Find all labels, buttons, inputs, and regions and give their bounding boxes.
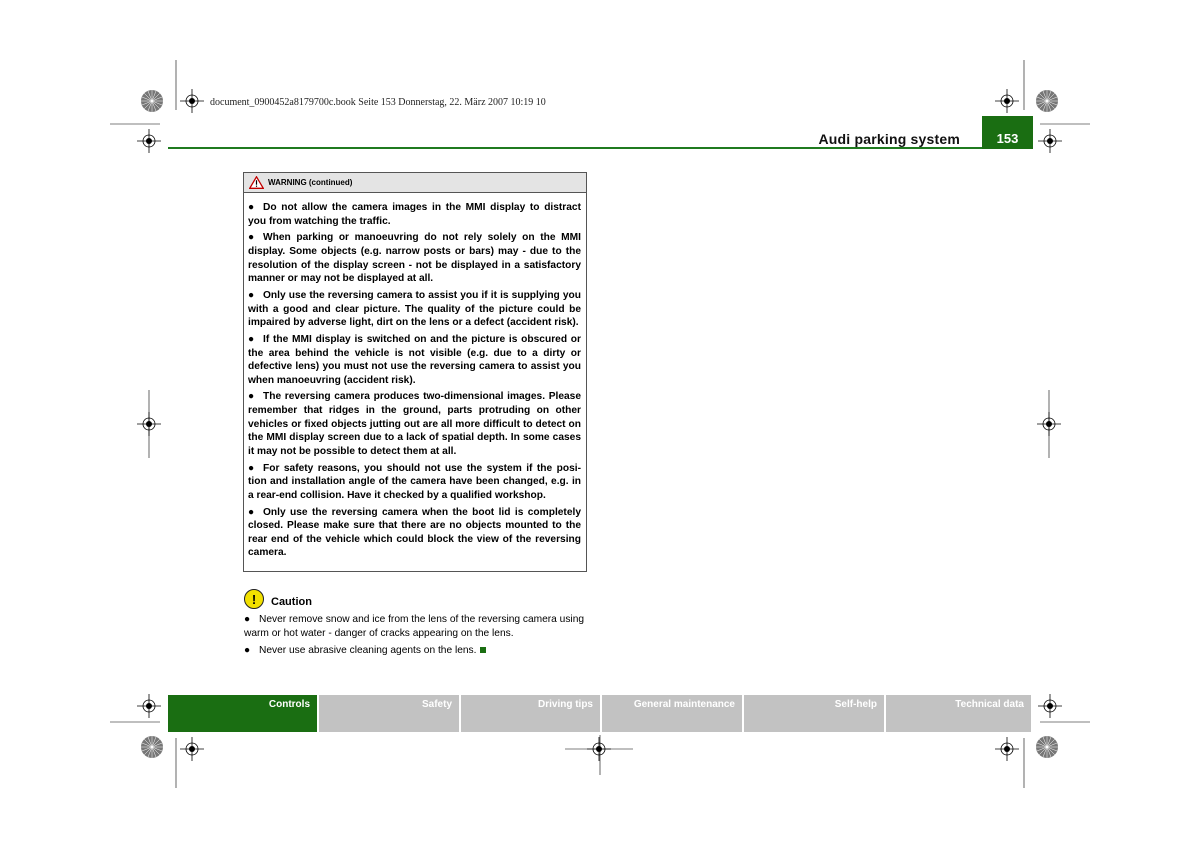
warning-item: ● If the MMI display is switched on and the picture is obscured or the area behind the vehicle is not visible (e.g. due to a dirty or defective lens) you must not use the reversing camera to assist you when manoeuvring (accident risk). [248, 333, 581, 386]
tab-controls[interactable]: Controls [168, 695, 317, 732]
chapter-tabs [168, 695, 1031, 732]
caution-title: Caution [271, 596, 312, 608]
warning-item: ● When parking or manoeuvring do not rely solely on the MMI display. Some objects (e.g. narrow posts or bars) may - due to the resolution of the display screen - not be displayed in a satisfactory manner or may not be displayed at all. [248, 232, 581, 285]
caution-exclamation-icon: ! [244, 589, 264, 609]
warning-label: WARNING (continued) [268, 178, 353, 187]
tab-technical-data[interactable]: Technical data [886, 695, 1031, 732]
caution-item: ● Never remove snow and ice from the lens of the reversing camera using warm or hot water - danger of cracks appearing on the lens. [244, 614, 585, 639]
print-job-line: document_0900452a8179700c.book Seite 153 Donnerstag, 22. März 2007 10:19 10 [210, 97, 546, 108]
tab-driving-tips[interactable]: Driving tips [461, 695, 600, 732]
warning-box [243, 172, 587, 572]
section-title: Audi parking system [818, 131, 960, 147]
warning-item: ● For safety reasons, you should not use the system if the posi-tion and installation angle of the camera have been changed, e.g. in a rear-end collision. Have it checked by a qualified workshop. [248, 462, 581, 501]
header-rule [168, 147, 1033, 149]
bullet-icon: ● [244, 644, 251, 656]
bullet-icon: ● [244, 614, 251, 625]
bullet-icon: ● [248, 289, 255, 301]
warning-item: ● Do not allow the camera images in the MMI display to distract you from watching the traffic. [248, 202, 581, 227]
warning-item: ● The reversing camera produces two-dimensional images. Please remember that ridges in the ground, parts protruding on other vehicles or fixed objects jutting out are all more difficult to detect on the MMI display screen due to a lack of spatial depth. In some cases it may not be possible to detect them at all. [248, 391, 581, 457]
warning-item: ● Only use the reversing camera when the boot lid is completely closed. Please make sure that there are no objects mounted to the rear end of the vehicle which could block the view of the reversing camera. [248, 506, 581, 559]
bullet-icon: ● [248, 506, 255, 518]
bullet-icon: ● [248, 462, 255, 474]
warning-header [244, 173, 586, 193]
bullet-icon: ● [248, 391, 255, 403]
bullet-icon: ● [248, 202, 255, 213]
section-end-marker-icon [480, 647, 486, 653]
caution-body [244, 613, 588, 661]
page-number-box [982, 116, 1033, 149]
warning-triangle-icon [249, 176, 264, 189]
bullet-icon: ● [248, 333, 255, 345]
warning-item: ● Only use the reversing camera to assist you if it is supplying you with a good and clear picture. The quality of the picture could be impaired by adverse light, dirt on the lens or a defect (accident risk). [248, 289, 581, 329]
page-number: 153 [996, 131, 1019, 146]
caution-item: ● Never use abrasive cleaning agents on the lens. [244, 644, 588, 658]
warning-body [244, 193, 586, 560]
tab-self-help[interactable]: Self-help [744, 695, 884, 732]
tab-general-maintenance[interactable]: General maintenance [602, 695, 742, 732]
tab-safety[interactable]: Safety [319, 695, 459, 732]
bullet-icon: ● [248, 232, 255, 244]
